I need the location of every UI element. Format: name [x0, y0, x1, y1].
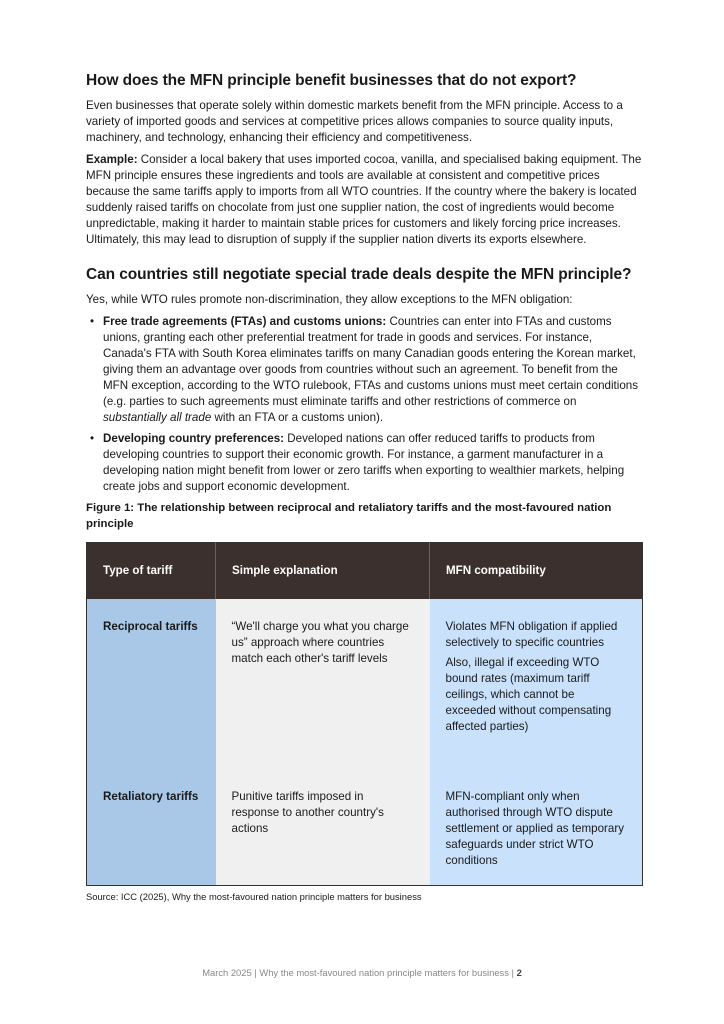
- mfn-compatibility: [430, 769, 643, 886]
- tariff-type: Retaliatory tariffs: [87, 769, 216, 886]
- bullet-italic: substantially all trade: [103, 411, 212, 424]
- bullet-text: Countries can enter into FTAs and customs unions, granting each other preferential treatment for trade in goods and services. For instance, Canada's FTA with South Korea eliminates tariffs on many Canadian goods entering the Korean market, giving them an advantage over goods from countries without such an agreement. To benefit from the MFN exception, according to the WTO rulebook, FTAs and customs unions must meet certain conditions (e.g. parties to such agreements must eliminate tariffs and other restrictions of commerce on: [103, 315, 639, 408]
- footer-text: March 2025 | Why the most-favoured nation principle matters for business |: [202, 967, 517, 978]
- bullet-text: with an FTA or a customs union).: [211, 411, 384, 424]
- mfn-text: MFN-compliant only when authorised through WTO dispute settlement or applied as temporary safeguards under strict WTO conditions: [445, 789, 625, 867]
- tariff-type: Reciprocal tariffs: [87, 599, 216, 769]
- bullet-label: Free trade agreements (FTAs) and customs unions:: [103, 315, 387, 328]
- list-item: [86, 314, 642, 426]
- table-row: [87, 599, 643, 769]
- example-label: Example:: [86, 153, 138, 166]
- mfn-text: Violates MFN obligation if applied selectively to specific countries: [445, 619, 618, 649]
- mfn-text: Also, illegal if exceeding WTO bound rates (maximum tariff ceilings, which cannot be exceeded without compensating affected parties): [445, 655, 612, 733]
- paragraph: Yes, while WTO rules promote non-discrimination, they allow exceptions to the MFN obligation:: [86, 293, 573, 306]
- bullet-text: Developed nations can offer reduced tariffs to products from developing countries to support their economic growth. For instance, a garment manufacturer in a developing nation might benefit from lower or zero tariffs when exporting to wealthier markets, helping create jobs and support economic development.: [103, 432, 625, 493]
- tariff-table: [86, 542, 643, 886]
- figure-source: Source: ICC (2025), Why the most-favoured nation principle matters for business: [86, 890, 422, 902]
- page-content: [86, 72, 642, 902]
- example-text: Consider a local bakery that uses imported cocoa, vanilla, and specialised baking equipment. The MFN principle ensures these ingredients and tools are available at consistent and competitive prices because the same tariffs apply to imports from all WTO countries. If the country where the bakery is located suddenly raised tariffs on chocolate from just one supplier nation, the cost of ingredients would become unpredictable, making it harder to maintain stable prices for customers and likely forcing price increases. Ultimately, this may lead to disruption of supply if the supplier nation diverts its exports elsewhere.: [86, 153, 642, 246]
- example-paragraph: [86, 152, 642, 248]
- column-header: Type of tariff: [87, 543, 216, 599]
- page-footer: [0, 967, 724, 978]
- table-row: [87, 769, 643, 886]
- explanation: “We'll charge you what you charge us” approach where countries match each other's tariff levels: [216, 599, 430, 769]
- bullet-label: Developing country preferences:: [103, 432, 285, 445]
- paragraph: Even businesses that operate solely within domestic markets benefit from the MFN principle. Access to a variety of imported goods and services at competitive prices allows companies to source quality inputs, machinery, and technology, enhancing their efficiency and competitiveness.: [86, 99, 623, 144]
- explanation: Punitive tariffs imposed in response to another country's actions: [216, 769, 430, 886]
- section-heading: Can countries still negotiate special trade deals despite the MFN principle?: [86, 266, 632, 283]
- column-header: MFN compatibility: [430, 543, 643, 599]
- section-heading: How does the MFN principle benefit businesses that do not export?: [86, 72, 577, 89]
- table-header-row: [87, 543, 643, 599]
- list-item: [86, 431, 642, 495]
- exceptions-list: [86, 314, 642, 495]
- mfn-compatibility: [430, 599, 643, 769]
- page-number: 2: [516, 967, 522, 978]
- figure-caption: Figure 1: The relationship between reciprocal and retaliatory tariffs and the most-favoured nation principle: [86, 502, 612, 530]
- column-header: Simple explanation: [216, 543, 430, 599]
